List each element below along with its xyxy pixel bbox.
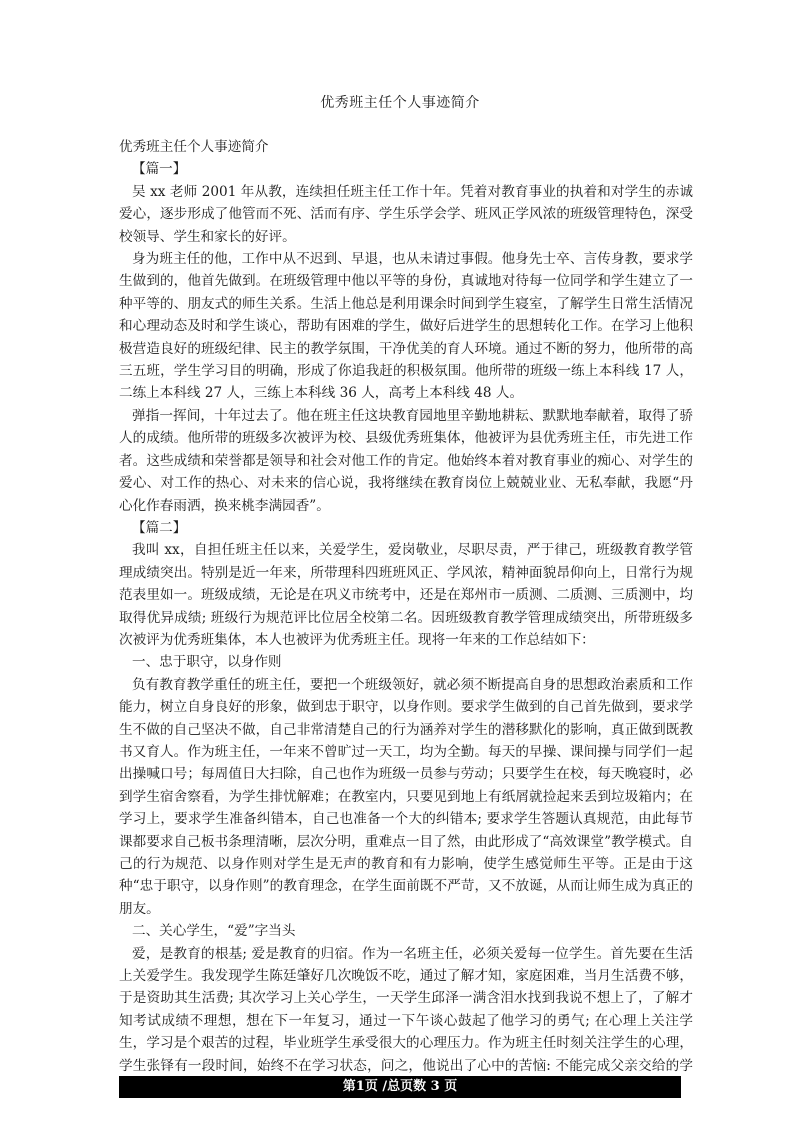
section-label-2: 【篇二】 (132, 519, 187, 536)
section-label-1: 【篇一】 (132, 161, 187, 178)
paragraph: 负有教育教学重任的班主任，要把一个班级领好，就必须不断提高自身的思想政治素质和工作能力，树立自身良好的形象，做到忠于职守，以身作则。要求学生做到的自己首先做到，要求学生不做的自己坚决不做，自己非常清楚自己的行为涵养对学生的潜移默化的影响，真正做到既教书又育人。作为班主任，一年来不曾旷过一天工，均为全勤。每天的早操、课间操与同学们一起出操喊口号；每周值日大扫除，自己也作为班级一员参与劳动；只要学生在校，每天晚寝时，必到学生宿舍察看，为学生排忧解难；在教室内，只要见到地上有纸屑就捡起来丢到垃圾箱内；在学习上，要求学生准备纠错本，自己也准备一个大的纠错本; 要求学生答题认真规范，由此每节课都要求自己板书条理清晰，层次分明，重难点一目了然，由此形成了“高效课堂”教学模式。自己的行为规范、以身作则对学生是无声的教育和有力影响，使学生感觉师生平等。正是由于这种“忠于职守，以身作则”的教育理念，在学生面前既不严苛，又不放诞，从而让师生成为真正的朋友。 (119, 676, 693, 917)
page-footer (119, 1076, 681, 1098)
paragraph: 身为班主任的他，工作中从不迟到、早退，也从未请过事假。他身先士卒、言传身教，要求学生做到的，他首先做到。在班级管理中他以平等的身份，真诚地对待每一位同学和学生建立了一种平等的、朋友式的师生关系。生活上他总是利用课余时间到学生寝室，了解学生日常生活情况和心理动态及时和学生谈心，帮助有困难的学生，做好后进学生的思想转化工作。在学习上他积极营造良好的班级纪律、民主的教学氛围，干净优美的育人环境。通过不断的努力，他所带的高三五班，学生学习目的明确，形成了你追我赶的积极氛围。他所带的班级一练上本科线 17 人，二练上本科线 27 人，三练上本科线 36 人，高考上本科线 48 人。 (119, 251, 693, 402)
document-heading: 优秀班主任个人事迹简介 (119, 139, 269, 155)
paragraph: 吴 xx 老师 2001 年从教，连续担任班主任工作十年。凭着对教育事业的执着和对学生的赤诚爱心，逐步形成了他管而不死、活而有序、学生乐学会学、班风正学风浓的班级管理特色，深受校领导、学生和家长的好评。 (119, 183, 693, 245)
document-title: 优秀班主任个人事迹简介 (320, 95, 480, 111)
paragraph: 我叫 xx，自担任班主任以来，关爱学生，爱岗敬业，尽职尽责，严于律己，班级教育教学管理成绩突出。特别是近一年来，所带理科四班班风正、学风浓，精神面貌昂仰向上，日常行为规范表里如一。班级成绩，无论是在巩义市统考中，还是在郑州市一质测、二质测、三质测中，均取得优异成绩; 班级行为规范评比位居全校第二名。因班级教育教学管理成绩突出，所带班级多次被评为优秀班集体，本人也被评为优秀班主任。现将一年来的工作总结如下： (119, 542, 693, 648)
paragraph: 爱，是教育的根基; 爱是教育的归宿。作为一名班主任，必须关爱每一位学生。首先要在生活上关爱学生。我发现学生陈廷肇好几次晚饭不吃，通过了解才知，家庭困难，当月生活费不够，于是资助其生活费; 其次学习上关心学生，一天学生邱泽一满含泪水找到我说不想上了，了解才知考试成绩不理想，想在下一年复习，通过一下午谈心鼓起了他学习的勇气; 在心理上关注学生，学习是个艰苦的过程，毕业班学生承受很大的心理压力。作为班主任时刻关注学生的心理，学生张铎有一段时间，始终不在学习状态，问之，他说出了心中的苦恼: 不能完成父亲交给的学 (119, 945, 693, 1074)
paragraph: 弹指一挥间，十年过去了。他在班主任这块教育园地里辛勤地耕耘、默默地奉献着，取得了骄人的成绩。他所带的班级多次被评为校、县级优秀班集体，他被评为县优秀班主任，市先进工作者。这些成绩和荣誉都是领导和社会对他工作的肯定。他始终本着对教育事业的痴心、对学生的爱心、对工作的热心、对未来的信心说，我将继续在教育岗位上兢兢业业、无私奉献，我愿“丹心化作春雨洒，换来桃李满园香”。 (119, 407, 693, 514)
page-number: 第1页 /总页数 3 页 (342, 1079, 458, 1094)
subheading: 一、忠于职守，以身作则 (132, 654, 282, 671)
subheading: 二、关心学生，“爱”字当头 (132, 923, 296, 940)
document-body (119, 136, 693, 1099)
